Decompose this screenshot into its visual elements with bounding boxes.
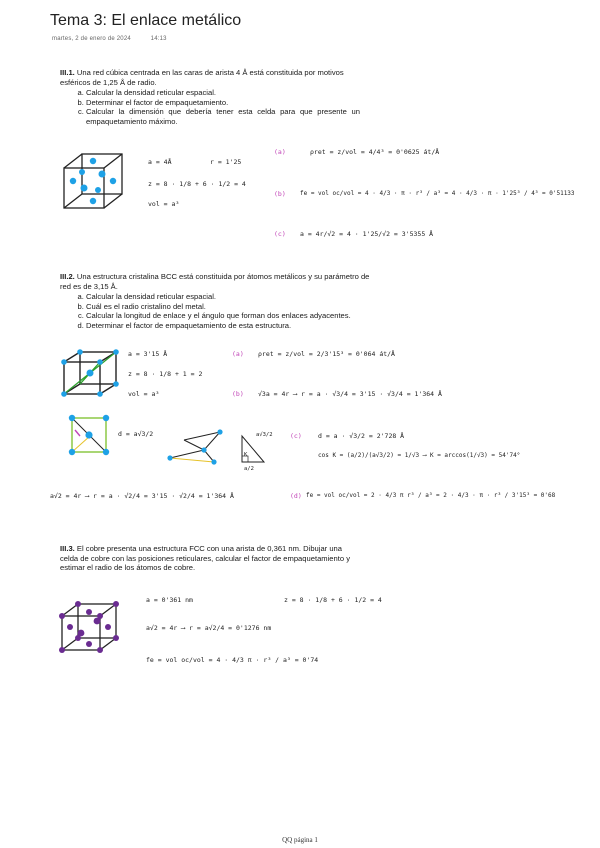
copper-fcc-figure xyxy=(56,600,126,656)
triangle-base-label: a/2 xyxy=(244,466,254,472)
bond-angle-figure xyxy=(164,420,234,468)
problem-2-text: Una estructura cristalina BCC está constituida por átomos metálicos y su parámetro de red es de 3,15 Å. xyxy=(60,272,370,291)
problem-2-item-c: c. Calcular la longitud de enlace y el ángulo que forman dos enlaces adyacentes. xyxy=(86,311,370,321)
p1-a-label: (a) xyxy=(274,148,286,156)
p2-a-value: a = 3'15 Å xyxy=(128,350,168,358)
page-title: Tema 3: El enlace metálico xyxy=(50,12,242,29)
p2-d-equation: fe = vol oc/vol = 2 · 4/3 π r³ / a³ = 2 · 4/3 · π · r³ / 3'15³ = 0'68 xyxy=(306,492,556,499)
face-diagonal-figure xyxy=(66,412,114,460)
problem-2-item-a: a. Calcular la densidad reticular espacial. xyxy=(86,292,370,302)
p3-a-value: a = 0'361 nm xyxy=(146,596,193,604)
p1-b-equation: fe = vol oc/vol = 4 · 4/3 · π · r³ / a³ = 4 · 4/3 · π · 1'25³ / 4³ = 0'51133 xyxy=(300,190,575,197)
problem-3 xyxy=(60,544,360,573)
p1-a-value: a = 4Å xyxy=(148,158,172,166)
p3-r-equation: a√2 = 4r ⟶ r = a√2/4 = 0'1276 nm xyxy=(146,624,272,632)
p1-a-equation: ρret = z/vol = 4/4³ = 0'0625 át/Å xyxy=(310,148,440,156)
p2-vol-value: vol = a³ xyxy=(128,390,160,398)
p2-a-equation: ρret = z/vol = 2/3'15³ = 0'064 át/Å xyxy=(258,350,395,358)
p1-z-value: z = 8 · 1/8 + 6 · 1/2 = 4 xyxy=(148,180,246,188)
fcc-cube-figure xyxy=(58,150,130,216)
bcc-cube-figure xyxy=(58,348,124,398)
problem-2-item-b: b. Cuál es el radio cristalino del metal. xyxy=(86,302,370,312)
p2-a-label: (a) xyxy=(232,350,244,358)
problem-1-item-c: c. Calcular la dimensión que debería tener esta celda para que presente un empaquetamiento máximo. xyxy=(86,107,360,126)
problem-1-item-a: a. Calcular la densidad reticular espacial. xyxy=(86,88,360,98)
problem-2-number: III.2. xyxy=(60,272,75,281)
problem-1-text: Una red cúbica centrada en las caras de arista 4 Å está constituida por motivos esféricos de 1,25 Å de radio. xyxy=(60,68,344,87)
p3-fe-equation: fe = vol oc/vol = 4 · 4/3 π · r³ / a³ = 0'74 xyxy=(146,656,319,664)
triangle-angle-label: K xyxy=(244,452,248,458)
date-text: martes, 2 de enero de 2024 xyxy=(52,36,131,42)
problem-3-text: El cobre presenta una estructura FCC con una arista de 0,361 nm. Dibujar una celda de cobre con las posiciones reticulares, calcular el factor de empaquetamiento y estimar el radio de los átomos de cobre. xyxy=(60,544,350,573)
problem-1 xyxy=(60,68,360,127)
p2-c-equation-1: d = a · √3/2 = 2'728 Å xyxy=(318,432,405,440)
p2-b-label: (b) xyxy=(232,390,244,398)
p2-d-formula: d = a√3/2 xyxy=(118,430,154,438)
p1-vol-value: vol = a³ xyxy=(148,200,180,208)
triangle-hypotenuse-label: a√3/2 xyxy=(256,432,273,438)
page-footer: QQ página 1 xyxy=(282,836,318,844)
problem-2-item-d: d. Determinar el factor de empaquetamiento de esta estructura. xyxy=(86,321,370,331)
time-text: 14:13 xyxy=(150,36,167,42)
p2-z-value: z = 8 · 1/8 + 1 = 2 xyxy=(128,370,203,378)
p2-c-label: (c) xyxy=(290,432,302,440)
problem-2 xyxy=(60,272,370,331)
p2-b-equation: √3a = 4r ⟶ r = a · √3/4 = 3'15 · √3/4 = 1'364 Å xyxy=(258,390,442,398)
p1-c-equation: a = 4r/√2 = 4 · 1'25/√2 = 3'5355 Å xyxy=(300,230,434,238)
p2-c-equation-2: cos K = (a/2)/(a√3/2) = 1/√3 ⟶ K = arccos(1/√3) = 54'74° xyxy=(318,452,521,459)
p2-left-equation: a√2 = 4r ⟶ r = a · √2/4 = 3'15 · √2/4 = 1'364 Å xyxy=(50,492,234,500)
p1-r-value: r = 1'25 xyxy=(210,158,242,166)
p2-d-label: (d) xyxy=(290,492,302,500)
problem-3-number: III.3. xyxy=(60,544,75,553)
p1-b-label: (b) xyxy=(274,190,286,198)
problem-1-item-b: b. Determinar el factor de empaquetamiento. xyxy=(86,98,360,108)
page-date xyxy=(52,36,167,42)
problem-1-number: III.1. xyxy=(60,68,75,77)
p1-c-label: (c) xyxy=(274,230,286,238)
p3-z-value: z = 8 · 1/8 + 6 · 1/2 = 4 xyxy=(284,596,382,604)
